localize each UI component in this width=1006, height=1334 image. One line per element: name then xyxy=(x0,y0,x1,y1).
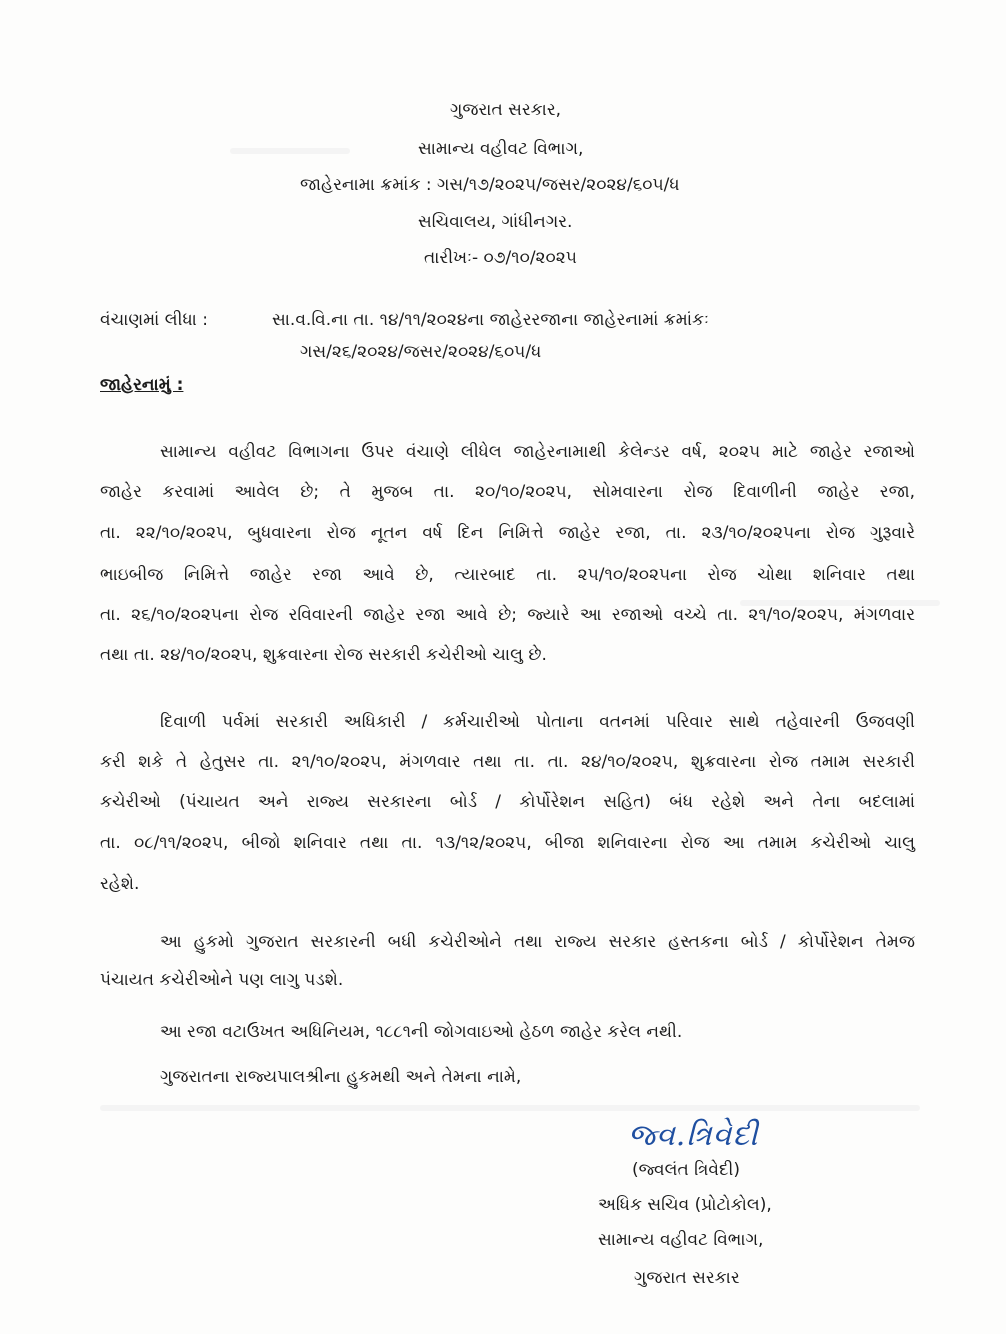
paragraph-line: દિવાળી પર્વમાં સરકારી અધિકારી / કર્મચારીઓ પોતાના વતનમાં પરિવાર સાથે તહેવારની ઉજવણી xyxy=(160,712,915,732)
paragraph-4: આ રજા વટાઉખત અધિનિયમ, ૧૮૮૧ની જોગવાઇઓ હેઠળ જાહેર કરેલ નથી. xyxy=(160,1022,683,1042)
header-department: સામાન્ય વહીવટ વિભાગ, xyxy=(418,139,584,159)
paragraph-line: આ હુકમો ગુજરાત સરકારની બધી કચેરીઓને તથા રાજ્ય સરકાર હસ્તકના બોર્ડ / કોર્પોરેશન તેમજ xyxy=(160,932,915,952)
reference-label: વંચાણમાં લીધા : xyxy=(100,310,208,330)
signatory-department: સામાન્ય વહીવટ વિભાગ, xyxy=(598,1230,764,1250)
paragraph-line: તા. ૦૮/૧૧/૨૦૨૫, બીજો શનિવાર તથા તા. ૧૩/૧૨/૨૦૨૫, બીજા શનિવારના રોજ આ તમામ કચેરીઓ ચાલુ xyxy=(100,833,915,853)
paragraph-line: તથા તા. ૨૪/૧૦/૨૦૨૫, શુક્રવારના રોજ સરકારી કચેરીઓ ચાલુ છે. xyxy=(100,645,547,665)
paragraph-line: પંચાયત કચેરીઓને પણ લાગુ પડશે. xyxy=(100,970,344,990)
header-place: સચિવાલય, ગાંધીનગર. xyxy=(418,212,573,232)
reference-line: સા.વ.વિ.ના તા. ૧૪/૧૧/૨૦૨૪ના જાહેરરજાના જાહેરનામાં ક્રમાંકઃ xyxy=(272,310,709,330)
paragraph-line: ભાઇબીજ નિમિત્તે જાહેર રજા આવે છે, ત્યારબાદ તા. ૨૫/૧૦/૨૦૨૫ના રોજ ચોથા શનિવાર તથા xyxy=(100,565,915,585)
signatory-designation: અધિક સચિવ (પ્રોટોકોલ), xyxy=(598,1195,772,1215)
paragraph-line: કચેરીઓ (પંચાયત અને રાજ્ય સરકારના બોર્ડ / કોર્પોરેશન સહિત) બંધ રહેશે અને તેના બદલામાં xyxy=(100,792,915,812)
signatory-government: ગુજરાત સરકાર xyxy=(634,1268,740,1288)
paragraph-line: જાહેર કરવામાં આવેલ છે; તે મુજબ તા. ૨૦/૧૦/૨૦૨૫, સોમવારના રોજ દિવાળીની જાહેર રજા, xyxy=(100,482,915,502)
paragraph-5: ગુજરાતના રાજ્યપાલશ્રીના હુકમથી અને તેમના નામે, xyxy=(160,1067,522,1087)
bleed-through-mark xyxy=(230,148,350,154)
bleed-through-mark xyxy=(100,1105,920,1111)
header-date: તારીખઃ- ૦૭/૧૦/૨૦૨૫ xyxy=(424,248,577,268)
header-government: ગુજરાત સરકાર, xyxy=(450,100,562,120)
notification-number: જાહેરનામા ક્રમાંક : ગસ/૧૭/૨૦૨૫/જસર/૨૦૨૪/૬૦૫/ધ xyxy=(300,175,680,195)
paragraph-line: તા. ૨૨/૧૦/૨૦૨૫, બુધવારના રોજ નૂતન વર્ષ દિન નિમિત્તે જાહેર રજા, તા. ૨૩/૧૦/૨૦૨૫ના રોજ ગુરૂવારે xyxy=(100,523,915,543)
signatory-name: (જ્વલંત ત્રિવેદી) xyxy=(632,1160,741,1180)
paragraph-line: તા. ૨૬/૧૦/૨૦૨૫ના રોજ રવિવારની જાહેર રજા આવે છે; જ્યારે આ રજાઓ વચ્ચે તા. ૨૧/૧૦/૨૦૨૫, મંગળવાર xyxy=(100,605,915,625)
notification-heading: જાહેરનામું : xyxy=(100,375,184,395)
paragraph-line: સામાન્ય વહીવટ વિભાગના ઉપર વંચાણે લીધેલ જાહેરનામાથી કેલેન્ડર વર્ષ, ૨૦૨૫ માટે જાહેર રજાઓ xyxy=(160,442,915,462)
paragraph-line: રહેશે. xyxy=(100,874,140,894)
paragraph-line: કરી શકે તે હેતુસર તા. ૨૧/૧૦/૨૦૨૫, મંગળવાર તથા તા. તા. ૨૪/૧૦/૨૦૨૫, શુક્રવારના રોજ તમામ સરકારી xyxy=(100,752,915,772)
reference-line: ગસ/૨૬/૨૦૨૪/જસર/૨૦૨૪/૬૦૫/ધ xyxy=(300,342,542,362)
handwritten-signature: જ્વ.ત્રિવેદી xyxy=(628,1118,759,1153)
